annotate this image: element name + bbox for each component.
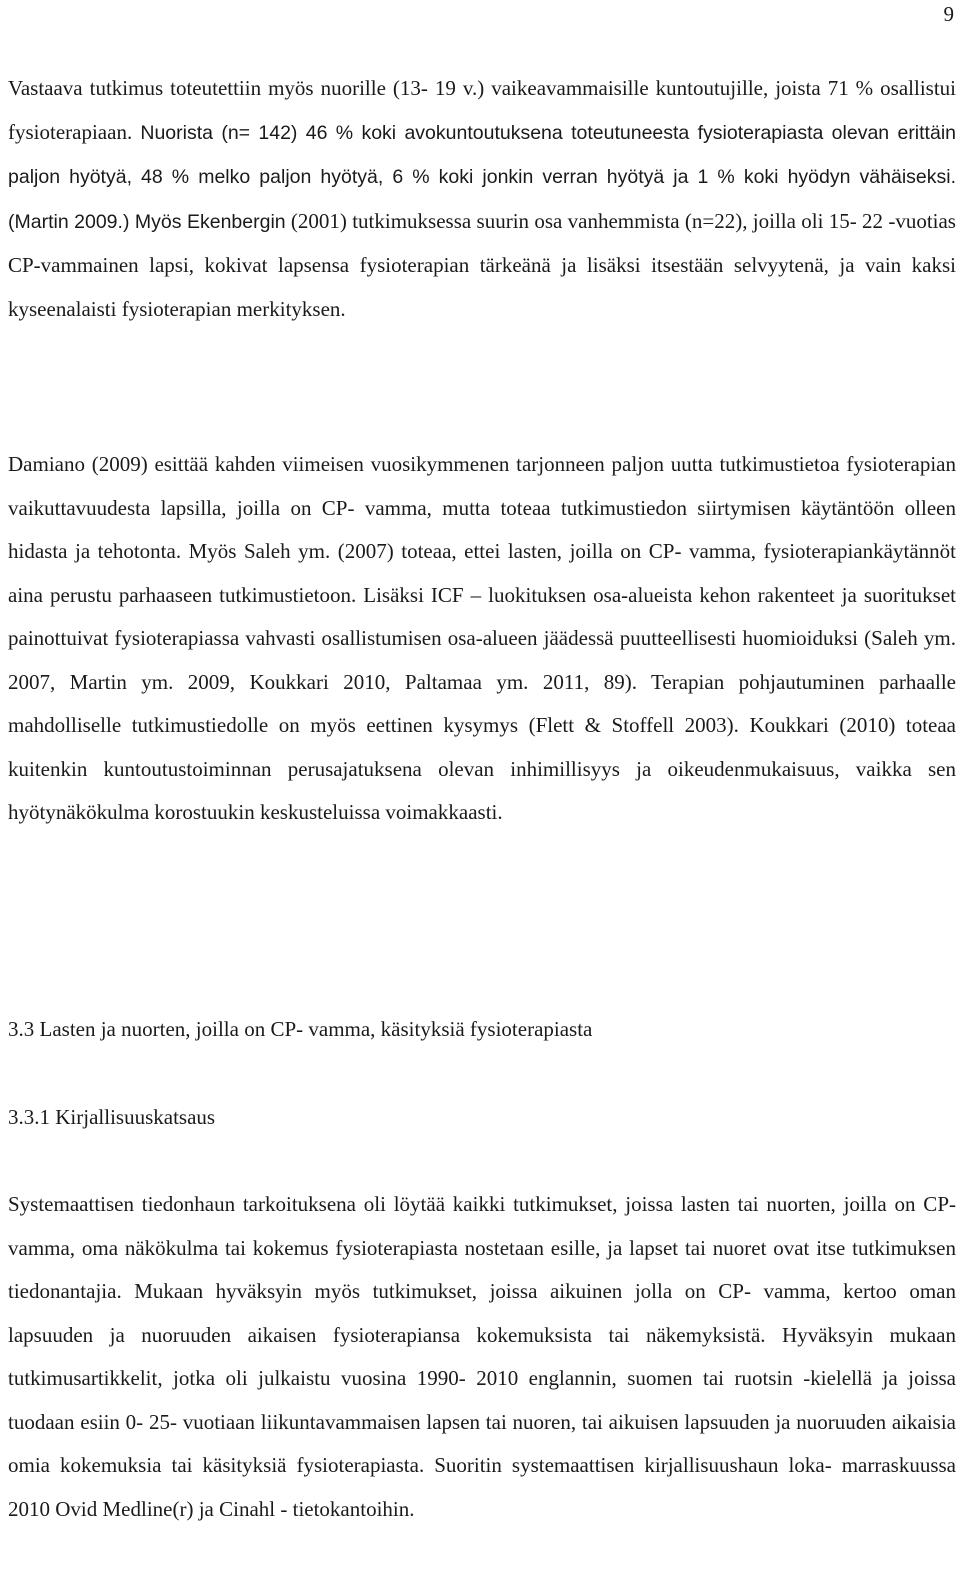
paragraph-1 (8, 67, 956, 331)
subsection-heading: 3.3.1 Kirjallisuuskatsaus (8, 1105, 216, 1129)
paragraph-1-part-3: (2001) tutkimuksessa suurin osa vanhemmista (n=22), joilla oli 15- 22 -vuotias CP-vammainen lapsi, kokivat lapsensa fysioterapian tärkeänä ja lisäksi itsestään selvyytenä, ja vain kaksi kyseenalaisti fysioterapian merkityksen. (8, 208, 956, 321)
paragraph-1-part-2: Nuorista (n= 142) 46 % koki avokuntoutuksena toteutuneesta fysioterapiasta olevan erittäin paljon hyötyä, 48 % melko paljon hyötyä, 6 % koki jonkin verran hyötyä ja 1 % koki hyödyn vähäiseksi. (Martin 2009.) Myös Ekenbergin (8, 121, 957, 233)
section-heading: 3.3 Lasten ja nuorten, joilla on CP- vamma, käsityksiä fysioterapiasta (8, 1017, 593, 1041)
paragraph-1-part-1: Vastaava tutkimus toteutettiin myös nuorille (13- 19 v.) vaikeavammaisille kuntoutujille, joista 71 % osallistui fysioterapiaan. (8, 76, 956, 144)
paragraph-3: Systemaattisen tiedonhaun tarkoituksena oli löytää kaikki tutkimukset, joissa lasten tai nuorten, joilla on CP- vamma, oma näkökulma tai kokemus fysioterapiasta nostetaan esille, ja lapset tai nuoret ovat itse tutkimuksen tiedonantajia. Mukaan hyväksyin myös tutkimukset, joissa aikuinen jolla on CP- vamma, kertoo oman lapsuuden ja nuoruuden aikaisen fysioterapiansa kokemuksista tai näkemyksistä. Hyväksyin mukaan tutkimusartikkelit, jotka oli julkaistu vuosina 1990- 2010 englannin, suomen tai ruotsin -kielellä ja joissa tuodaan esiin 0- 25- vuotiaan liikuntavammaisen lapsen tai nuoren, tai aikuisen lapsuuden ja nuoruuden aikaisia omia kokemuksia tai käsityksiä fysioterapiasta. Suoritin systemaattisen kirjallisuushaun loka- marraskuussa 2010 Ovid Medline(r) ja Cinahl - tietokantoihin. (8, 1192, 956, 1521)
page-number: 9 (943, 2, 954, 26)
paragraph-2: Damiano (2009) esittää kahden viimeisen vuosikymmenen tarjonneen paljon uutta tutkimustietoa fysioterapian vaikuttavuudesta lapsilla, joilla on CP- vamma, mutta toteaa tutkimustiedon siirtymisen käytäntöön olleen hidasta ja tehotonta. Myös Saleh ym. (2007) toteaa, ettei lasten, joilla on CP- vamma, fysioterapiankäytännöt aina perustu parhaaseen tutkimustietoon. Lisäksi ICF – luokituksen osa-alueista kehon rakenteet ja suoritukset painottuivat fysioterapiassa vahvasti osallistumisen osa-alueen jäädessä puutteellisesti huomioiduksi (Saleh ym. 2007, Martin ym. 2009, Koukkari 2010, Paltamaa ym. 2011, 89). Terapian pohjautuminen parhaalle mahdolliselle tutkimustiedolle on myös eettinen kysymys (Flett & Stoffell 2003). Koukkari (2010) toteaa kuitenkin kuntoutustoiminnan perusajatuksena olevan inhimillisyys ja oikeudenmukaisuus, vaikka sen hyötynäkökulma korostuukin keskusteluissa voimakkaasti. (8, 452, 956, 824)
